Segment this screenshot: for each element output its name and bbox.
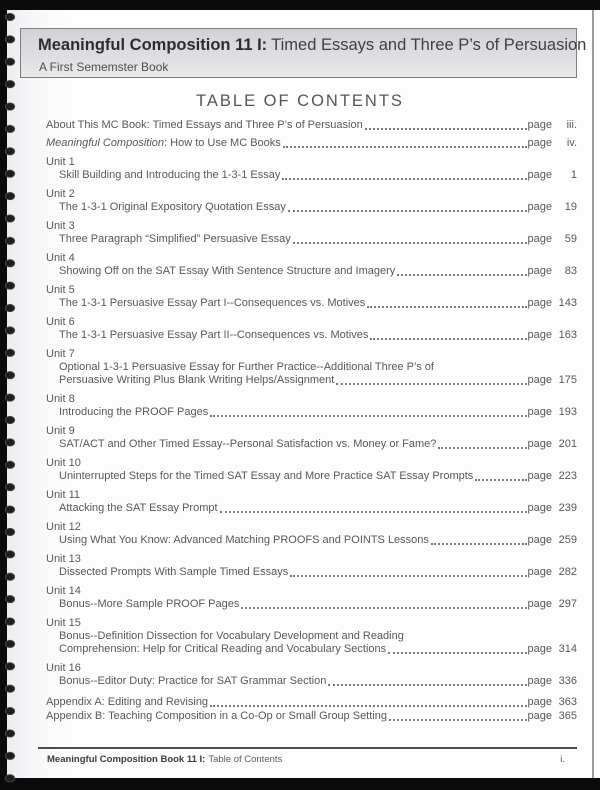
dot-leader <box>290 575 526 577</box>
unit-entry-line1: Bonus--Definition Dissection for Vocabulary Development and Reading <box>59 629 404 642</box>
page-number: 259 <box>558 533 577 546</box>
page-word: page <box>527 533 552 546</box>
photo-frame-top <box>0 0 600 10</box>
page-number: 59 <box>564 232 577 245</box>
entry-title: Showing Off on the SAT Essay With Sentence Structure and Imagery <box>59 264 396 277</box>
unit-label: Unit 6 <box>46 315 75 328</box>
toc-unit-2 <box>46 188 577 214</box>
dot-leader <box>388 652 526 654</box>
dot-leader <box>367 306 526 308</box>
unit-label: Unit 12 <box>46 520 81 533</box>
unit-entry-line1: Optional 1-3-1 Persuasive Essay for Further Practice--Additional Three P’s of <box>59 360 434 373</box>
unit-label: Unit 1 <box>46 155 75 168</box>
table-of-contents <box>46 119 577 723</box>
unit-entry <box>46 566 577 579</box>
entry-title: Appendix B: Teaching Composition in a Co-Op or Small Group Setting <box>46 709 387 722</box>
toc-unit-4 <box>46 252 577 278</box>
dot-leader <box>241 607 526 609</box>
book-title-bold: Meaningful Composition 11 I: <box>38 36 268 54</box>
unit-entry <box>46 265 577 278</box>
dot-leader <box>288 210 527 212</box>
entry-title: Bonus--Editor Duty: Practice for SAT Grammar Section <box>59 674 327 687</box>
page-number: 193 <box>558 405 577 418</box>
unit-label: Unit 2 <box>46 187 75 200</box>
toc-unit-8 <box>46 393 577 419</box>
toc-unit-12 <box>46 521 577 547</box>
page-word: page <box>527 200 552 213</box>
unit-entry <box>46 233 577 246</box>
toc-unit-7 <box>46 348 577 387</box>
page-footer <box>47 754 569 765</box>
dot-leader <box>210 415 526 417</box>
unit-label: Unit 3 <box>46 219 75 232</box>
unit-entry <box>46 675 577 688</box>
entry-title: Bonus--More Sample PROOF Pages <box>59 597 240 610</box>
page-number: 1 <box>570 168 577 181</box>
dot-leader <box>293 242 527 244</box>
unit-label: Unit 11 <box>46 488 81 501</box>
dot-leader <box>336 383 526 385</box>
entry-title: The 1-3-1 Original Expository Quotation Essay <box>59 200 286 213</box>
toc-unit-14 <box>46 585 577 611</box>
page-word: page <box>527 709 552 722</box>
page-number: 19 <box>564 200 577 213</box>
entry-title: Using What You Know: Advanced Matching PROOFS and POINTS Lessons <box>59 533 429 546</box>
toc-heading: TABLE OF CONTENTS <box>196 92 404 110</box>
unit-entry <box>46 598 577 611</box>
dot-leader <box>365 128 527 130</box>
page-number: 297 <box>558 597 577 610</box>
unit-label: Unit 7 <box>46 347 75 360</box>
unit-entry <box>46 502 577 515</box>
page-word: page <box>527 695 552 708</box>
unit-label: Unit 15 <box>46 616 81 629</box>
dot-leader <box>220 511 527 513</box>
page-number: 282 <box>558 565 577 578</box>
toc-unit-16 <box>46 662 577 688</box>
entry-title: About This MC Book: Timed Essays and Three P’s of Persuasion <box>46 119 363 131</box>
page-word: page <box>527 437 552 450</box>
unit-label: Unit 9 <box>46 424 75 437</box>
page-word: page <box>527 119 552 131</box>
unit-entry <box>46 406 577 419</box>
unit-entry <box>46 643 577 656</box>
page-number: 239 <box>558 501 577 514</box>
toc-entry-how-to-use <box>46 137 577 150</box>
page-number: 163 <box>558 328 577 341</box>
unit-entry <box>46 169 577 182</box>
dot-leader <box>370 338 526 340</box>
dot-leader <box>210 705 526 707</box>
page-word: page <box>527 642 552 655</box>
page-word: page <box>527 405 552 418</box>
book-subtitle: A First Sememster Book <box>39 60 169 74</box>
unit-label: Unit 8 <box>46 392 75 405</box>
dot-leader <box>389 719 527 721</box>
dot-leader <box>475 479 526 481</box>
page-number: 175 <box>558 373 577 386</box>
page-number: iii. <box>566 119 577 131</box>
unit-entry <box>46 297 577 310</box>
page-number: 314 <box>558 642 577 655</box>
toc-unit-9 <box>46 425 577 451</box>
page-word: page <box>527 501 552 514</box>
toc-unit-6 <box>46 316 577 342</box>
footer-section-title: Table of Contents <box>208 754 283 765</box>
toc-entry-about <box>46 119 577 132</box>
page-word: page <box>527 232 552 245</box>
unit-label: Unit 14 <box>46 584 81 597</box>
page-number: 201 <box>558 437 577 450</box>
page-number: 363 <box>558 695 577 708</box>
toc-unit-11 <box>46 489 577 515</box>
page-number: 336 <box>558 674 577 687</box>
page-number: 83 <box>564 264 577 277</box>
unit-entry <box>46 374 577 387</box>
entry-title: Appendix A: Editing and Revising <box>46 695 209 708</box>
page-word: page <box>527 264 552 277</box>
toc-appendices <box>46 695 577 723</box>
page-number: 143 <box>558 296 577 309</box>
page-word: page <box>527 597 552 610</box>
toc-unit-1 <box>46 156 577 182</box>
toc-unit-5 <box>46 284 577 310</box>
spiral-binding-icon <box>2 6 22 784</box>
book-title-banner <box>20 28 587 78</box>
entry-title: Dissected Prompts With Sample Timed Essays <box>59 565 289 578</box>
unit-label: Unit 10 <box>46 456 81 469</box>
page-word: page <box>527 373 552 386</box>
dot-leader <box>397 274 526 276</box>
unit-entry <box>46 329 577 342</box>
page-word: page <box>527 328 552 341</box>
page-word: page <box>527 674 552 687</box>
dot-leader <box>283 146 527 148</box>
entry-title: Attacking the SAT Essay Prompt <box>59 501 218 514</box>
photo-frame-bottom <box>0 778 600 790</box>
unit-entry <box>46 438 577 451</box>
entry-title-italic: Meaningful Composition <box>46 136 165 149</box>
dot-leader <box>438 447 526 449</box>
entry-title: The 1-3-1 Persuasive Essay Part II--Consequences vs. Motives <box>59 328 369 341</box>
unit-label: Unit 5 <box>46 283 75 296</box>
entry-title: Introducing the PROOF Pages <box>59 405 209 418</box>
entry-title: SAT/ACT and Other Timed Essay--Personal Satisfaction vs. Money or Fame? <box>59 437 437 450</box>
dot-leader <box>328 684 526 686</box>
dot-leader <box>282 178 526 180</box>
page-number: iv. <box>566 136 577 149</box>
page-word: page <box>527 168 552 181</box>
unit-label: Unit 16 <box>46 661 81 674</box>
unit-label: Unit 13 <box>46 552 81 565</box>
unit-entry <box>46 201 577 214</box>
toc-unit-13 <box>46 553 577 579</box>
dot-leader <box>431 543 527 545</box>
book-title-regular: Timed Essays and Three P’s of Persuasion <box>271 36 587 54</box>
page-number: 223 <box>558 469 577 482</box>
page-number: 365 <box>558 709 577 722</box>
unit-entry <box>46 470 577 483</box>
entry-title: Persuasive Writing Plus Blank Writing Helps/Assignment <box>59 373 335 386</box>
entry-title: Uninterrupted Steps for the Timed SAT Essay and More Practice SAT Essay Prompts <box>59 469 474 482</box>
page-word: page <box>527 296 552 309</box>
page-word: page <box>527 136 552 149</box>
book-title <box>38 36 586 55</box>
footer-book-title: Meaningful Composition Book 11 I: <box>47 754 206 765</box>
toc-unit-10 <box>46 457 577 483</box>
unit-label: Unit 4 <box>46 251 75 264</box>
toc-unit-3 <box>46 220 577 246</box>
unit-entry <box>46 534 577 547</box>
entry-title: Comprehension: Help for Critical Reading and Vocabulary Sections <box>59 642 387 655</box>
toc-entry-appendix-a <box>46 695 577 709</box>
toc-entry-appendix-b <box>46 709 577 723</box>
page-word: page <box>527 469 552 482</box>
entry-title: The 1-3-1 Persuasive Essay Part I--Consequences vs. Motives <box>59 296 366 309</box>
entry-title: : How to Use MC Books <box>164 136 281 149</box>
entry-title: Skill Building and Introducing the 1-3-1 Essay <box>59 168 281 181</box>
page-word: page <box>527 565 552 578</box>
toc-unit-15 <box>46 617 577 656</box>
page-edge-line <box>592 10 594 778</box>
footer-rule <box>38 747 577 749</box>
footer-page-number: i. <box>560 754 565 765</box>
entry-title: Three Paragraph “Simplified” Persuasive Essay <box>59 232 291 245</box>
